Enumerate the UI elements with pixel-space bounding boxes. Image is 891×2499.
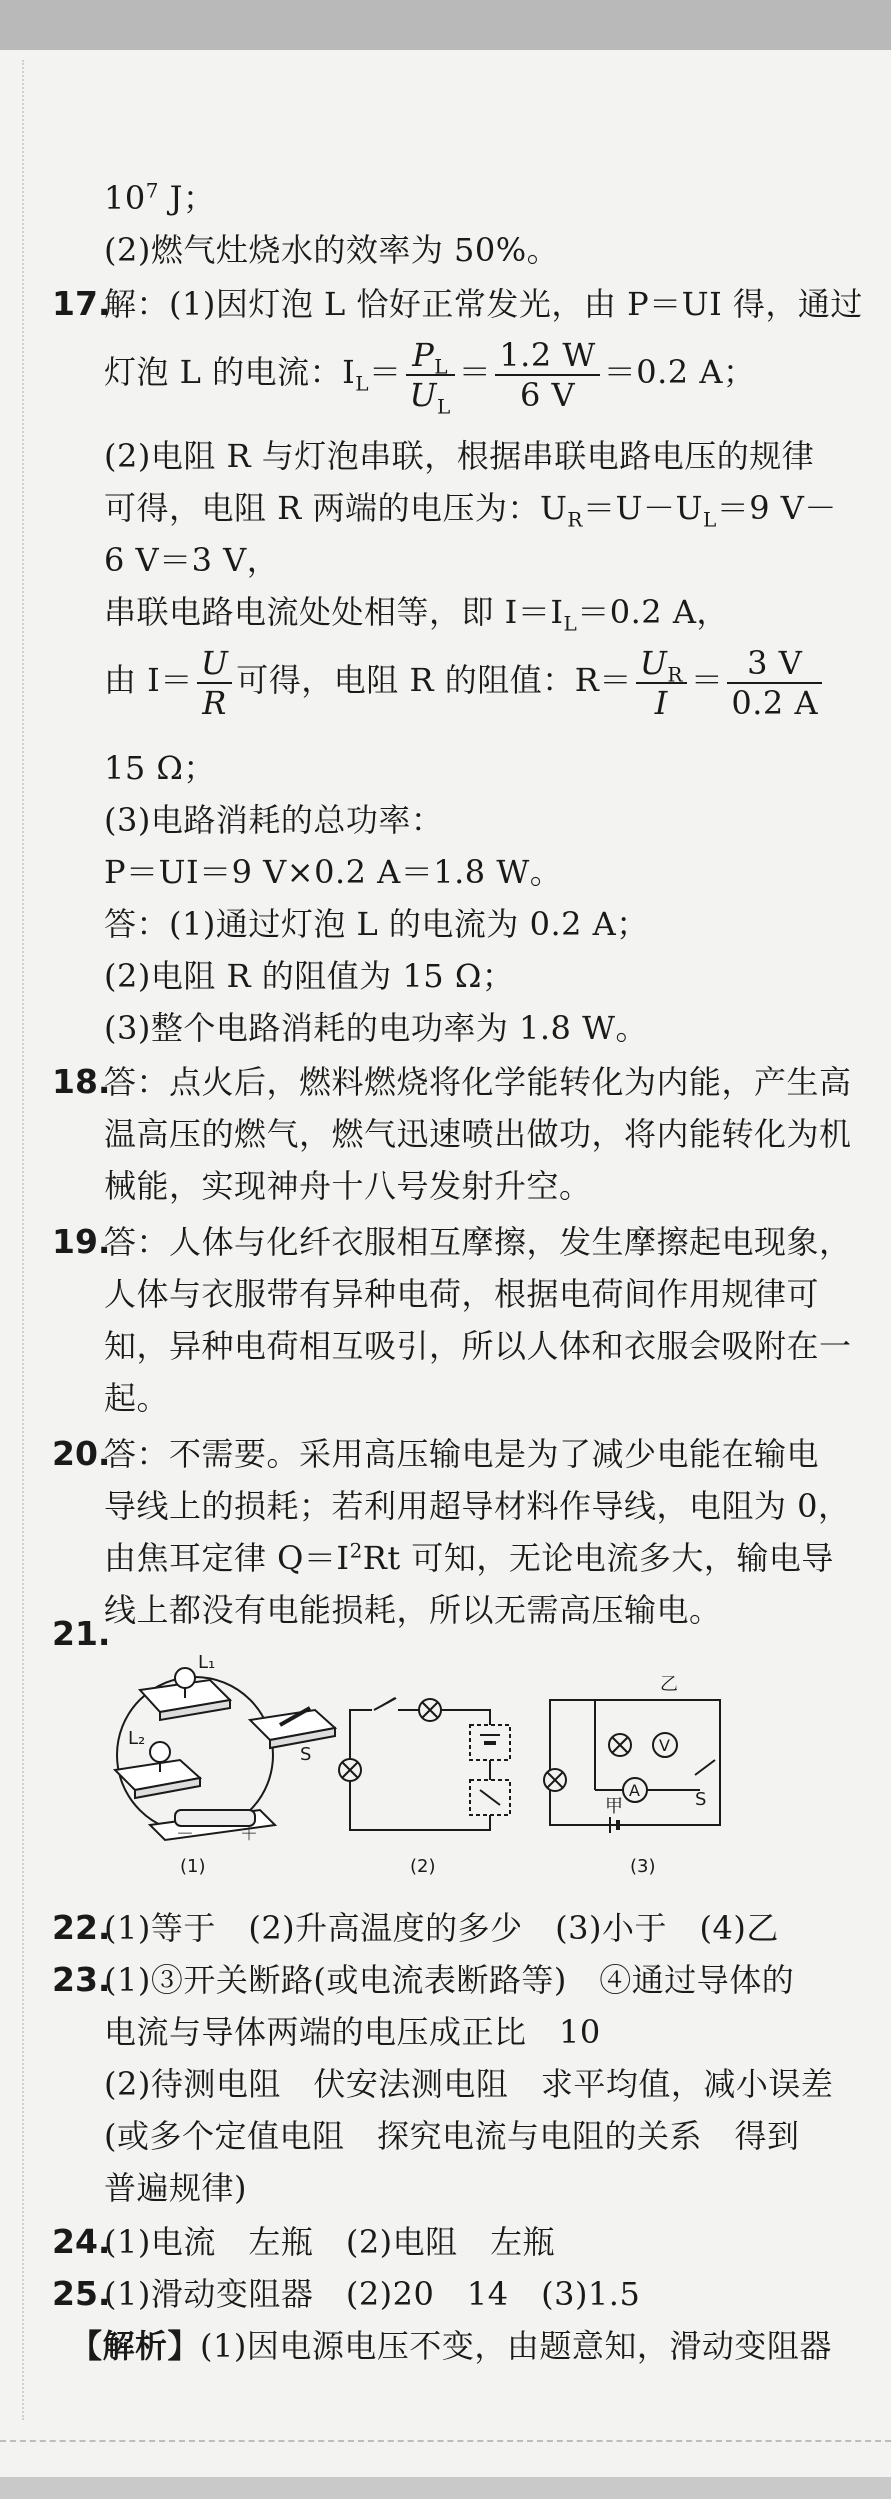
answer-17-line-3: (2)电阻 R 与灯泡串联，根据串联电路电压的规律	[104, 437, 815, 475]
answer-17-line-1: 解：(1)因灯泡 L 恰好正常发光，由 P＝UI 得，通过	[104, 285, 863, 323]
label-plus: ＋	[240, 1824, 258, 1845]
answer-19-line-1: 答：人体与化纤衣服相互摩擦，发生摩擦起电现象，	[104, 1223, 852, 1261]
label-yi: 乙	[660, 1674, 678, 1695]
answer-17-line-10: P＝UI＝9 V×0.2 A＝1.8 W。	[104, 853, 563, 891]
label-l1: L₁	[198, 1652, 216, 1673]
label-jia: 甲	[605, 1796, 623, 1817]
question-number-25: 25.	[52, 2274, 111, 2313]
answer-17-line-9: (3)电路消耗的总功率：	[104, 801, 444, 839]
question-number-17: 17.	[52, 284, 111, 323]
answer-23-line-5: 普遍规律)	[104, 2169, 247, 2207]
answer-20-line-2: 导线上的损耗；若利用超导材料作导线，电阻为 0，	[104, 1487, 851, 1525]
fraction-ur-i: $\frac{U_R}{I}$	[636, 644, 687, 722]
answer-18-line-3: 械能，实现神舟十八号发射升空。	[104, 1167, 592, 1205]
answer-17-line-13: (3)整个电路消耗的电功率为 1.8 W。	[104, 1009, 648, 1047]
answer-18-line-2: 温高压的燃气，燃气迅速喷出做功，将内能转化为机	[104, 1115, 852, 1153]
question-number-21: 21.	[52, 1614, 111, 1653]
lamp-l2-bulb	[150, 1742, 170, 1762]
answer-17-line-8: 15 Ω；	[104, 749, 216, 787]
answer-25-line-2: 【解析】(1)因电源电压不变，由题意知，滑动变阻器	[70, 2327, 832, 2365]
answer-23-line-4: (或多个定值电阻 探究电流与电阻的关系 得到	[104, 2117, 800, 2155]
answer-20-line-3: 由焦耳定律 $Q=I^2Rt$ 可知，无论电流多大，输电导	[104, 1538, 834, 1577]
bottom-dashed-rule	[0, 2440, 891, 2442]
lamp-l1-bulb	[175, 1668, 195, 1688]
answer-20-line-4: 线上都没有电能损耗，所以无需高压输电。	[104, 1591, 722, 1629]
answer-23-line-3: (2)待测电阻 伏安法测电阻 求平均值，减小误差	[104, 2065, 834, 2103]
question-number-24: 24.	[52, 2222, 111, 2261]
schematic-figure-2	[339, 1698, 510, 1830]
answer-17-line-12: (2)电阻 R 的阻值为 15 Ω；	[104, 957, 515, 995]
question-number-18: 18.	[52, 1062, 111, 1101]
figure-1-caption: (1)	[180, 1856, 206, 1877]
fraction-u-r: $\frac{U}{R}$	[197, 644, 232, 722]
fraction-power-voltage: $\frac{1.2 W}{6 V}$	[495, 336, 599, 414]
label-v: V	[659, 1736, 670, 1755]
switch-symbol-3	[695, 1760, 715, 1775]
answer-18-line-1: 答：点火后，燃料燃烧将化学能转化为内能，产生高	[104, 1063, 852, 1101]
answer-17-line-5: 6 V＝3 V，	[104, 541, 280, 579]
question-number-19: 19.	[52, 1222, 111, 1261]
answer-24-line-1: (1)电流 左瓶 (2)电阻 左瓶	[104, 2223, 556, 2261]
question-number-20: 20.	[52, 1434, 111, 1473]
answer-17-line-6: 串联电路电流处处相等，即 $I=I_L=0.2$ A，	[104, 593, 729, 636]
answer-20-line-1: 答：不需要。采用高压输电是为了减少电能在输电	[104, 1435, 820, 1473]
label-s1: S	[300, 1744, 312, 1765]
answer-19-line-3: 知，异种电荷相互吸引，所以人体和衣服会吸附在一	[104, 1327, 852, 1365]
answer-17-line-2: 灯泡 L 的电流：$I_L=$ $\frac{P_L}{U_L}$ ＝ $\frac{1.2 W}{6 V}$ ＝0.2 A；	[104, 335, 756, 418]
bottom-page-band	[0, 2477, 891, 2499]
label-a: A	[629, 1781, 640, 1800]
answer-17-line-7: 由 I＝ $\frac{U}{R}$ 可得，电阻 R 的阻值：R＝ $\frac{U_R}{I}$ ＝ $\frac{3 V}{0.2 A}$	[104, 640, 826, 722]
fraction-3v-02a: $\frac{3 V}{0.2 A}$	[727, 644, 822, 722]
answer-22-line-1: (1)等于 (2)升高温度的多少 (3)小于 (4)乙	[104, 1909, 779, 1947]
label-s3: S	[695, 1789, 707, 1810]
answer-16-line-2: (2)燃气灶烧水的效率为 50%。	[104, 231, 560, 269]
answer-23-line-1: (1)③开关断路(或电流表断路等) ④通过导体的	[104, 1961, 795, 1999]
answer-17-line-4: 可得，电阻 R 两端的电压为：$U_R=U-U_L=9$ V－	[104, 489, 837, 532]
answer-23-line-2: 电流与导体两端的电压成正比 10	[104, 2013, 601, 2051]
schematic-figure-3	[544, 1700, 720, 1833]
question-number-23: 23.	[52, 1960, 111, 1999]
figure-3-caption: (3)	[630, 1856, 656, 1877]
fraction-pl-ul: $\frac{P_L}{U_L}$	[406, 336, 455, 414]
circuit-figures	[100, 1640, 740, 1880]
label-minus: －	[176, 1824, 194, 1845]
question-number-22: 22.	[52, 1908, 111, 1947]
label-l2: L₂	[128, 1728, 146, 1749]
answer-19-line-4: 起。	[104, 1379, 170, 1417]
figure-2-caption: (2)	[410, 1856, 436, 1877]
analysis-tag: 【解析】	[70, 2327, 201, 2365]
top-page-band	[0, 0, 891, 50]
margin-rule	[22, 60, 24, 2420]
answer-19-line-2: 人体与衣服带有异种电荷，根据电荷间作用规律可	[104, 1275, 820, 1313]
answer-16-line-1: $10^7$ J；	[104, 178, 216, 217]
answer-25-line-1: (1)滑动变阻器 (2)20 14 (3)1.5	[104, 2275, 641, 2313]
answer-17-line-11: 答：(1)通过灯泡 L 的电流为 0.2 A；	[104, 905, 649, 943]
